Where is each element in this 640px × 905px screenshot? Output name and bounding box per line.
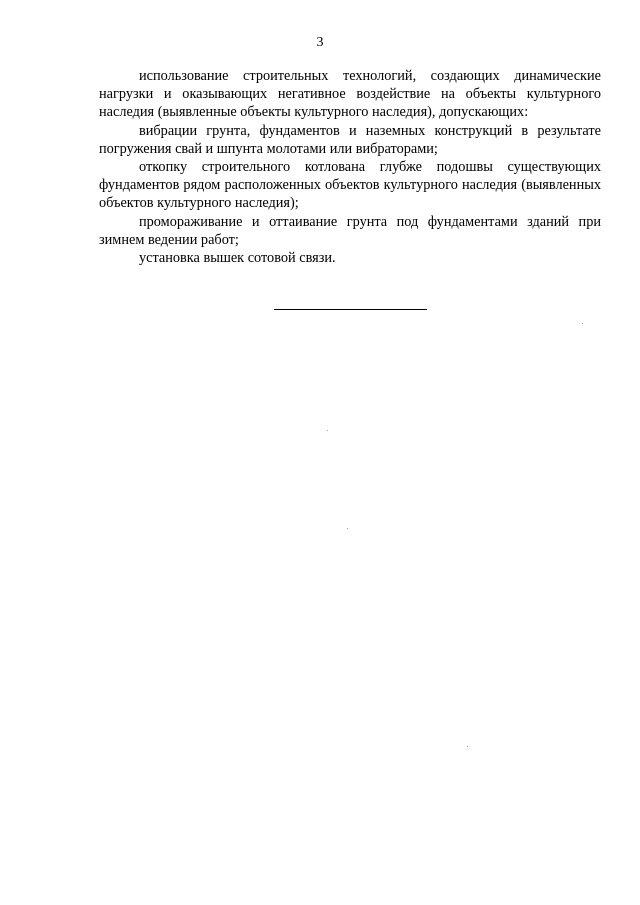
scan-speck (467, 746, 468, 747)
page-number: 3 (316, 35, 324, 50)
end-of-text-divider (274, 309, 427, 310)
paragraph-cell-towers: установка вышек сотовой связи. (139, 250, 336, 267)
scan-speck (347, 528, 348, 529)
paragraph-ground-freezing: промораживание и оттаивание грунта под фундаментами зданий при зимнем ведении работ; (99, 213, 601, 248)
scan-speck (327, 430, 328, 431)
scan-speck (582, 323, 583, 324)
paragraph-pit-excavation: откопку строительного котлована глубже подошвы существующих фундаментов рядом расположенных объектов культурного наследия (выявленных объектов культурного наследия); (99, 159, 601, 212)
body-text (99, 67, 601, 267)
paragraph-construction-technologies: использование строительных технологий, создающих динамические нагрузки и оказывающих негативное воздействие на объекты культурного наследия (выявленные объекты культурного наследия), допускающих: (99, 68, 601, 121)
paragraph-ground-vibrations: вибрации грунта, фундаментов и наземных конструкций в результате погружения свай и шпунта молотами или вибраторами; (99, 122, 601, 157)
